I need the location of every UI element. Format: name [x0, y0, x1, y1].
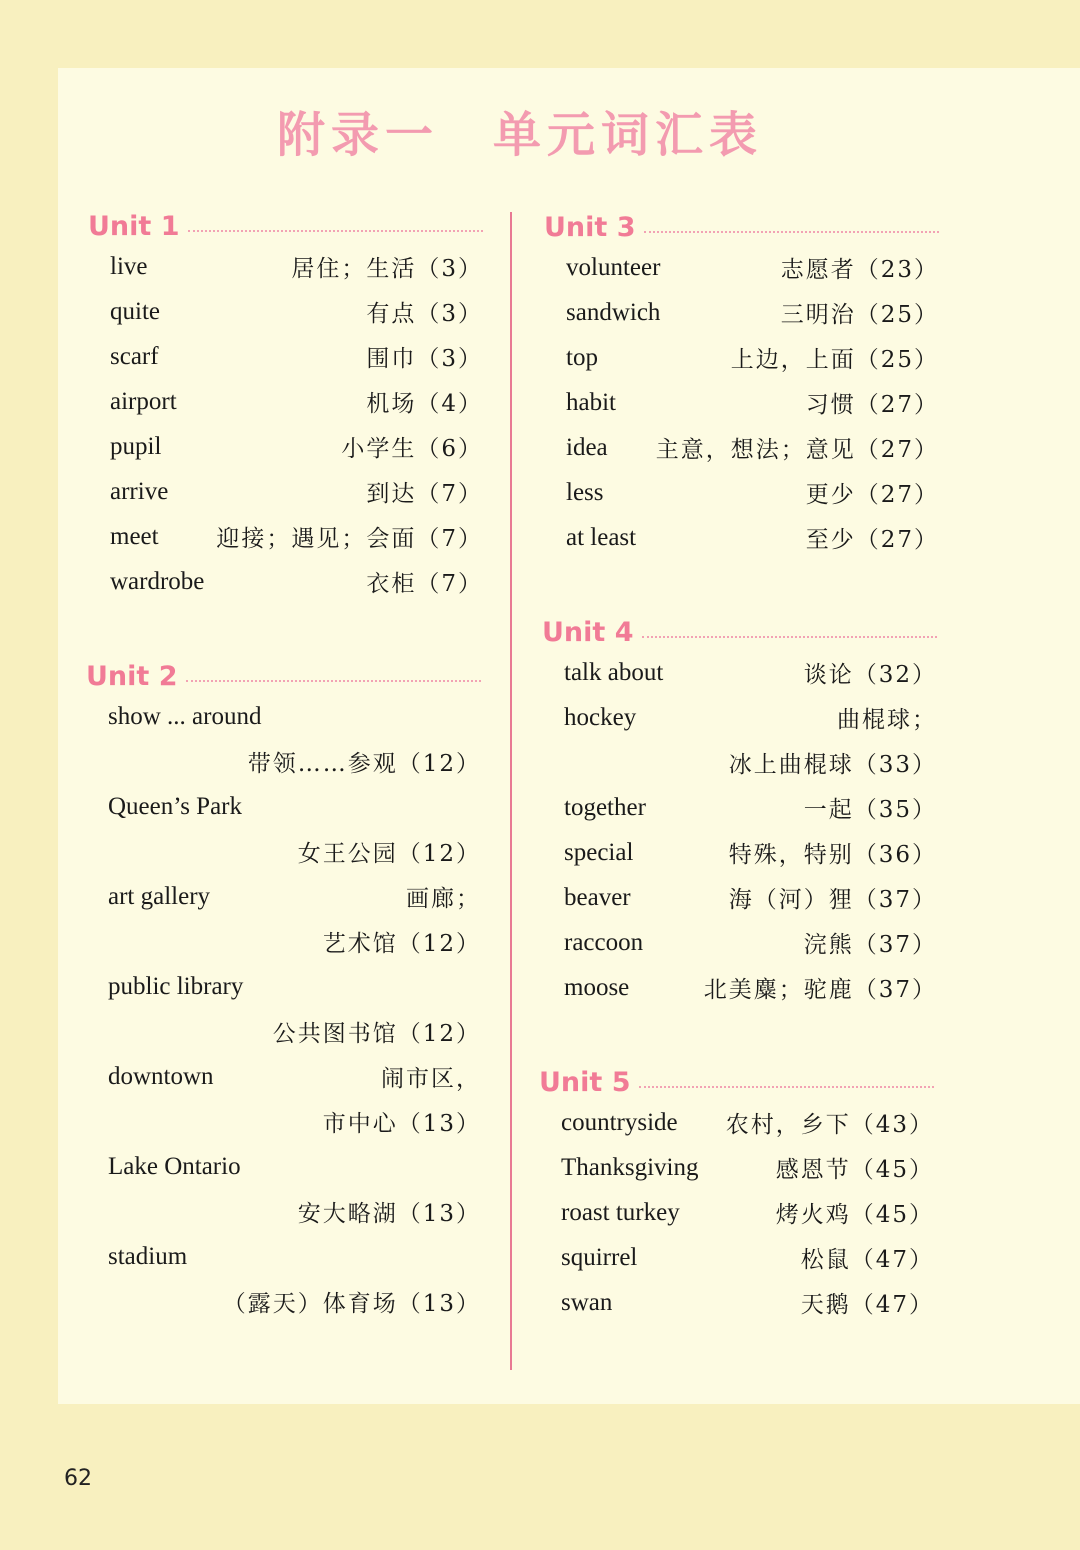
unit-1-section [88, 208, 483, 604]
vocab-row [542, 830, 937, 875]
vocab-chinese: 更少（27） [805, 482, 939, 508]
vocab-row [539, 1235, 934, 1280]
vocab-chinese: 公共图书馆（12） [272, 1021, 481, 1047]
vocab-row [86, 1144, 481, 1189]
vocab-row [542, 650, 937, 695]
vocab-row [544, 470, 939, 515]
dotted-leader [644, 231, 940, 233]
vocab-english: habit [566, 388, 616, 416]
vocab-english: pupil [110, 432, 162, 460]
vocab-row [542, 695, 937, 740]
vocab-english: hockey [564, 703, 637, 731]
vocab-row [88, 379, 483, 424]
vocab-chinese: 衣柜（7） [366, 571, 483, 597]
vocab-chinese: 农村，乡下（43） [725, 1112, 934, 1138]
vocab-english: quite [110, 297, 160, 325]
dotted-leader [642, 636, 938, 638]
vocab-chinese: 带领……参观（12） [247, 751, 481, 777]
vocab-english: Thanksgiving [561, 1153, 699, 1181]
vocab-chinese: 至少（27） [805, 527, 939, 553]
vocab-row [88, 334, 483, 379]
vocab-english: show ... around [108, 702, 262, 730]
vocab-row [88, 514, 483, 559]
vocab-english: volunteer [566, 253, 661, 281]
unit-2-section [86, 658, 481, 1324]
unit-4-section [542, 614, 937, 1010]
unit-3-section [544, 209, 939, 560]
vocab-row [544, 515, 939, 560]
vocab-row [88, 289, 483, 334]
vocab-english: idea [566, 433, 608, 461]
vocab-english: talk about [564, 658, 664, 686]
vocab-chinese: 有点（3） [366, 301, 483, 327]
vocab-english: arrive [110, 477, 169, 505]
page-title: 附录一 单元词汇表 [276, 107, 763, 163]
column-divider [510, 212, 512, 1370]
vocab-chinese: 浣熊（37） [803, 932, 937, 958]
vocab-english: less [566, 478, 604, 506]
vocab-row [86, 919, 481, 964]
vocab-chinese: 习惯（27） [805, 392, 939, 418]
vocab-chinese: 小学生（6） [341, 436, 483, 462]
vocab-row [544, 425, 939, 470]
vocab-chinese: 北美麋；驼鹿（37） [703, 977, 937, 1003]
dotted-leader [639, 1086, 935, 1088]
vocab-row [88, 469, 483, 514]
vocab-chinese: 感恩节（45） [775, 1157, 934, 1183]
vocab-chinese: 海（河）狸（37） [728, 887, 937, 913]
vocab-row [542, 965, 937, 1010]
vocab-english: Lake Ontario [108, 1152, 241, 1180]
vocab-chinese: 迎接；遇见；会面（7） [216, 526, 483, 552]
dotted-leader [186, 680, 482, 682]
vocab-english: swan [561, 1288, 613, 1316]
vocab-row [544, 380, 939, 425]
vocab-row [544, 335, 939, 380]
vocab-row [86, 739, 481, 784]
vocab-chinese: 上边，上面（25） [730, 347, 939, 373]
vocab-row [542, 740, 937, 785]
dotted-leader [188, 230, 484, 232]
vocab-chinese: 女王公园（12） [297, 841, 481, 867]
unit-heading [539, 1064, 934, 1100]
vocab-row [88, 559, 483, 604]
vocab-chinese: 艺术馆（12） [322, 931, 481, 957]
vocab-row [88, 244, 483, 289]
vocab-english: meet [110, 522, 159, 550]
vocab-chinese: 天鹅（47） [800, 1292, 934, 1318]
vocab-row [542, 920, 937, 965]
vocab-chinese: 曲棍球； [837, 707, 937, 733]
unit-title: Unit 2 [86, 660, 178, 692]
vocab-chinese: 居住；生活（3） [291, 256, 483, 282]
vocab-english: special [564, 838, 634, 866]
vocab-row [542, 785, 937, 830]
vocab-english: public library [108, 972, 244, 1000]
vocab-english: beaver [564, 883, 631, 911]
vocab-chinese: 市中心（13） [322, 1111, 481, 1137]
vocab-row [86, 784, 481, 829]
unit-heading [86, 658, 481, 694]
vocab-row [539, 1190, 934, 1235]
vocab-chinese: 一起（35） [803, 797, 937, 823]
vocab-chinese: 画廊； [406, 886, 481, 912]
unit-title: Unit 3 [544, 211, 636, 243]
vocab-chinese: 特殊，特别（36） [728, 842, 937, 868]
vocab-row [86, 964, 481, 1009]
vocab-row [539, 1100, 934, 1145]
vocab-row [86, 694, 481, 739]
vocab-english: art gallery [108, 882, 211, 910]
vocab-chinese: 三明治（25） [780, 302, 939, 328]
vocab-row [86, 874, 481, 919]
vocab-english: wardrobe [110, 567, 205, 595]
vocab-english: Queen’s Park [108, 792, 242, 820]
unit-heading [544, 209, 939, 245]
unit-heading [88, 208, 483, 244]
vocab-row [86, 829, 481, 874]
vocab-row [539, 1280, 934, 1325]
vocab-english: raccoon [564, 928, 644, 956]
vocab-english: moose [564, 973, 630, 1001]
vocab-english: together [564, 793, 646, 821]
vocab-row [86, 1234, 481, 1279]
vocab-chinese: 烤火鸡（45） [775, 1202, 934, 1228]
unit-title: Unit 4 [542, 616, 634, 648]
vocab-english: downtown [108, 1062, 214, 1090]
vocab-english: squirrel [561, 1243, 638, 1271]
vocab-chinese: 闹市区， [381, 1066, 481, 1092]
vocab-chinese: 到达（7） [366, 481, 483, 507]
vocab-row [86, 1189, 481, 1234]
vocab-row [88, 424, 483, 469]
vocab-row [544, 245, 939, 290]
vocab-chinese: 机场（4） [366, 391, 483, 417]
vocab-chinese: 主意，想法；意见（27） [655, 437, 939, 463]
vocab-chinese: 志愿者（23） [780, 257, 939, 283]
vocab-chinese: 松鼠（47） [800, 1247, 934, 1273]
vocab-chinese: 谈论（32） [803, 662, 937, 688]
unit-5-section [539, 1064, 934, 1325]
unit-heading [542, 614, 937, 650]
vocab-chinese: （露天）体育场（13） [222, 1291, 481, 1317]
vocab-chinese: 安大略湖（13） [297, 1201, 481, 1227]
vocab-row [86, 1279, 481, 1324]
vocab-row [539, 1145, 934, 1190]
vocab-row [86, 1009, 481, 1054]
vocab-row [86, 1099, 481, 1144]
vocab-english: live [110, 252, 148, 280]
vocab-english: countryside [561, 1108, 678, 1136]
page-number: 62 [64, 1466, 92, 1491]
vocab-english: top [566, 343, 598, 371]
vocab-row [542, 875, 937, 920]
unit-title: Unit 5 [539, 1066, 631, 1098]
vocab-row [544, 290, 939, 335]
vocab-english: stadium [108, 1242, 188, 1270]
vocab-english: scarf [110, 342, 159, 370]
vocab-chinese: 围巾（3） [366, 346, 483, 372]
vocab-english: sandwich [566, 298, 661, 326]
vocab-english: airport [110, 387, 177, 415]
vocab-english: at least [566, 523, 637, 551]
vocab-row [86, 1054, 481, 1099]
unit-title: Unit 1 [88, 210, 180, 242]
vocab-english: roast turkey [561, 1198, 680, 1226]
vocab-chinese: 冰上曲棍球（33） [728, 752, 937, 778]
